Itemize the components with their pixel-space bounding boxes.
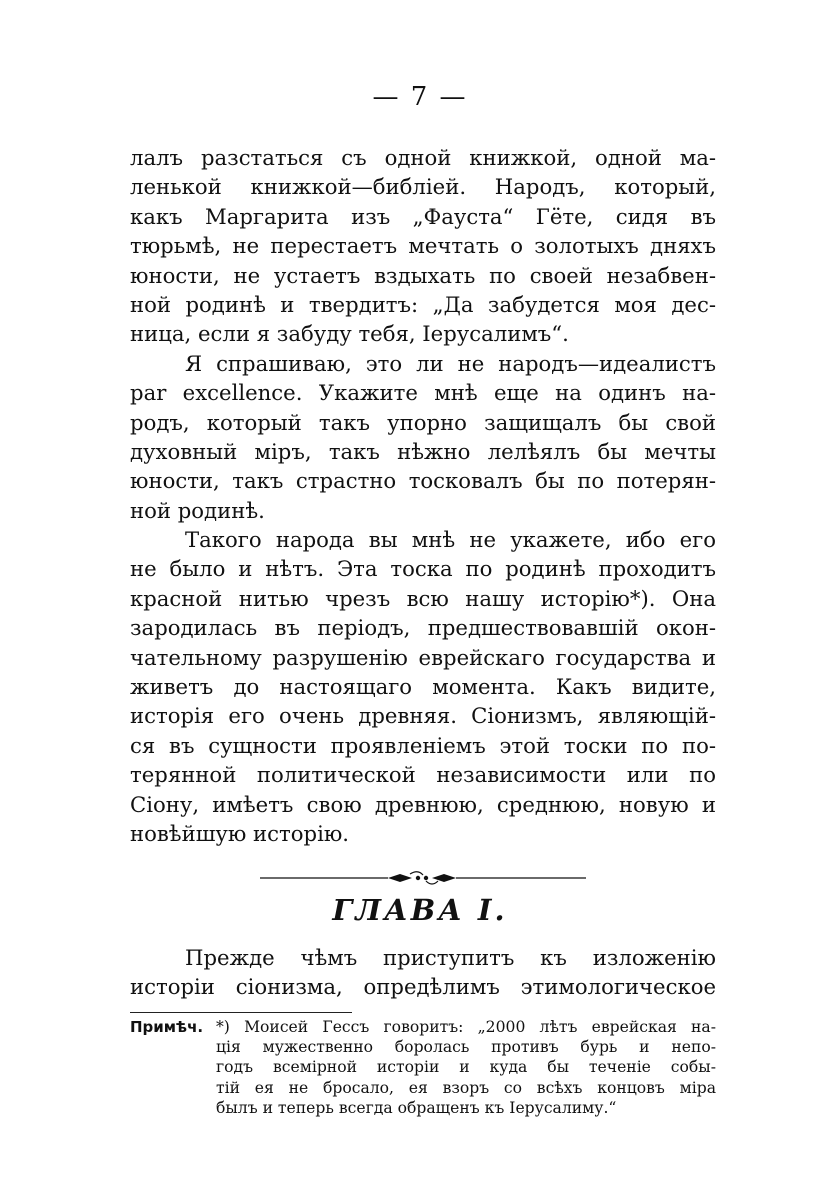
- text-line: Такого народа вы мнѣ не укажете, ибо его: [185, 527, 716, 553]
- text-line: терянной политической независимости или по: [130, 762, 716, 788]
- paragraph: [130, 143, 716, 349]
- text-line: ница, если я забуду тебя, Іерусалимъ“.: [130, 321, 569, 347]
- text-line: не было и нѣтъ. Эта тоска по родинѣ проходитъ: [130, 556, 716, 582]
- text-line: ной родинѣ.: [130, 497, 265, 523]
- text-line: исторіи сіонизма, опредѣлимъ этимологическое: [130, 974, 716, 1000]
- text-line: духовный міръ, такъ нѣжно лелѣялъ бы мечты: [130, 438, 716, 464]
- footnote-label: Примѣч.: [130, 1018, 204, 1036]
- text-line: исторія его очень древняя. Сіонизмъ, являющій-: [130, 703, 716, 729]
- text-line: Сіону, имѣетъ свою древнюю, среднюю, новую и: [130, 791, 716, 817]
- footnote-line: тій ея не бросало, ея взоръ со всѣхъ концовъ міра: [216, 1078, 716, 1097]
- footnote-line: *) Моисей Гессъ говоритъ: „2000 лѣтъ еврейская на-: [216, 1018, 716, 1036]
- chapter-heading: ГЛАВА I.: [332, 893, 508, 927]
- footnote-text: [216, 1017, 716, 1118]
- text-line: зародилась въ періодъ, предшествовавшій окон-: [130, 615, 716, 641]
- paragraph: [130, 349, 716, 525]
- text-line: новѣйшую исторію.: [130, 820, 350, 846]
- text-line: какъ Маргарита изъ „Фауста“ Гёте, сидя въ: [130, 203, 716, 229]
- text-line: Прежде чѣмъ приступитъ къ изложенію: [185, 945, 716, 970]
- footnote-line: былъ и теперь всегда обращенъ къ Іерусалиму.“: [216, 1098, 617, 1117]
- text-line: юности, такъ страстно тосковалъ бы по потерян-: [130, 468, 716, 494]
- text-line: ленькой книжкой—библіей. Народъ, который,: [130, 174, 716, 200]
- text-line: родъ, который такъ упорно защищалъ бы свой: [130, 409, 716, 435]
- text-line: живетъ до настоящаго момента. Какъ видите,: [130, 674, 716, 700]
- text-line: юности, не устаетъ вздыхать по своей незабвен-: [130, 262, 716, 288]
- footnote-line: годъ всемірной исторіи и куда бы теченіе собы-: [216, 1058, 716, 1077]
- ornament-divider: [260, 866, 586, 890]
- text-line: тюрьмѣ, не перестаетъ мечтать о золотыхъ дняхъ: [130, 233, 716, 259]
- body-text: [130, 143, 716, 848]
- text-line: чательному разрушенію еврейскаго государства и: [130, 644, 716, 670]
- text-line: лалъ разстаться съ одной книжкой, одной ма-: [130, 145, 716, 170]
- chapter-text: [130, 943, 716, 1002]
- text-line: красной нитью чрезъ всю нашу исторію*). Она: [130, 585, 716, 611]
- text-line: par excellence. Укажите мнѣ еще на одинъ на-: [130, 380, 716, 406]
- text-line: ной родинѣ и твердитъ: „Да забудется моя дес-: [130, 291, 716, 317]
- text-line: Я спрашиваю, это ли не народъ—идеалистъ: [185, 350, 716, 376]
- text-line: ся въ сущности проявленіемъ этой тоски по по-: [130, 732, 716, 758]
- page-number: — 7 —: [372, 82, 468, 112]
- footnote-line: ція мужественно боролась противъ бурь и непо-: [216, 1038, 716, 1057]
- paragraph: [130, 525, 716, 848]
- footnote-rule: [130, 1012, 352, 1013]
